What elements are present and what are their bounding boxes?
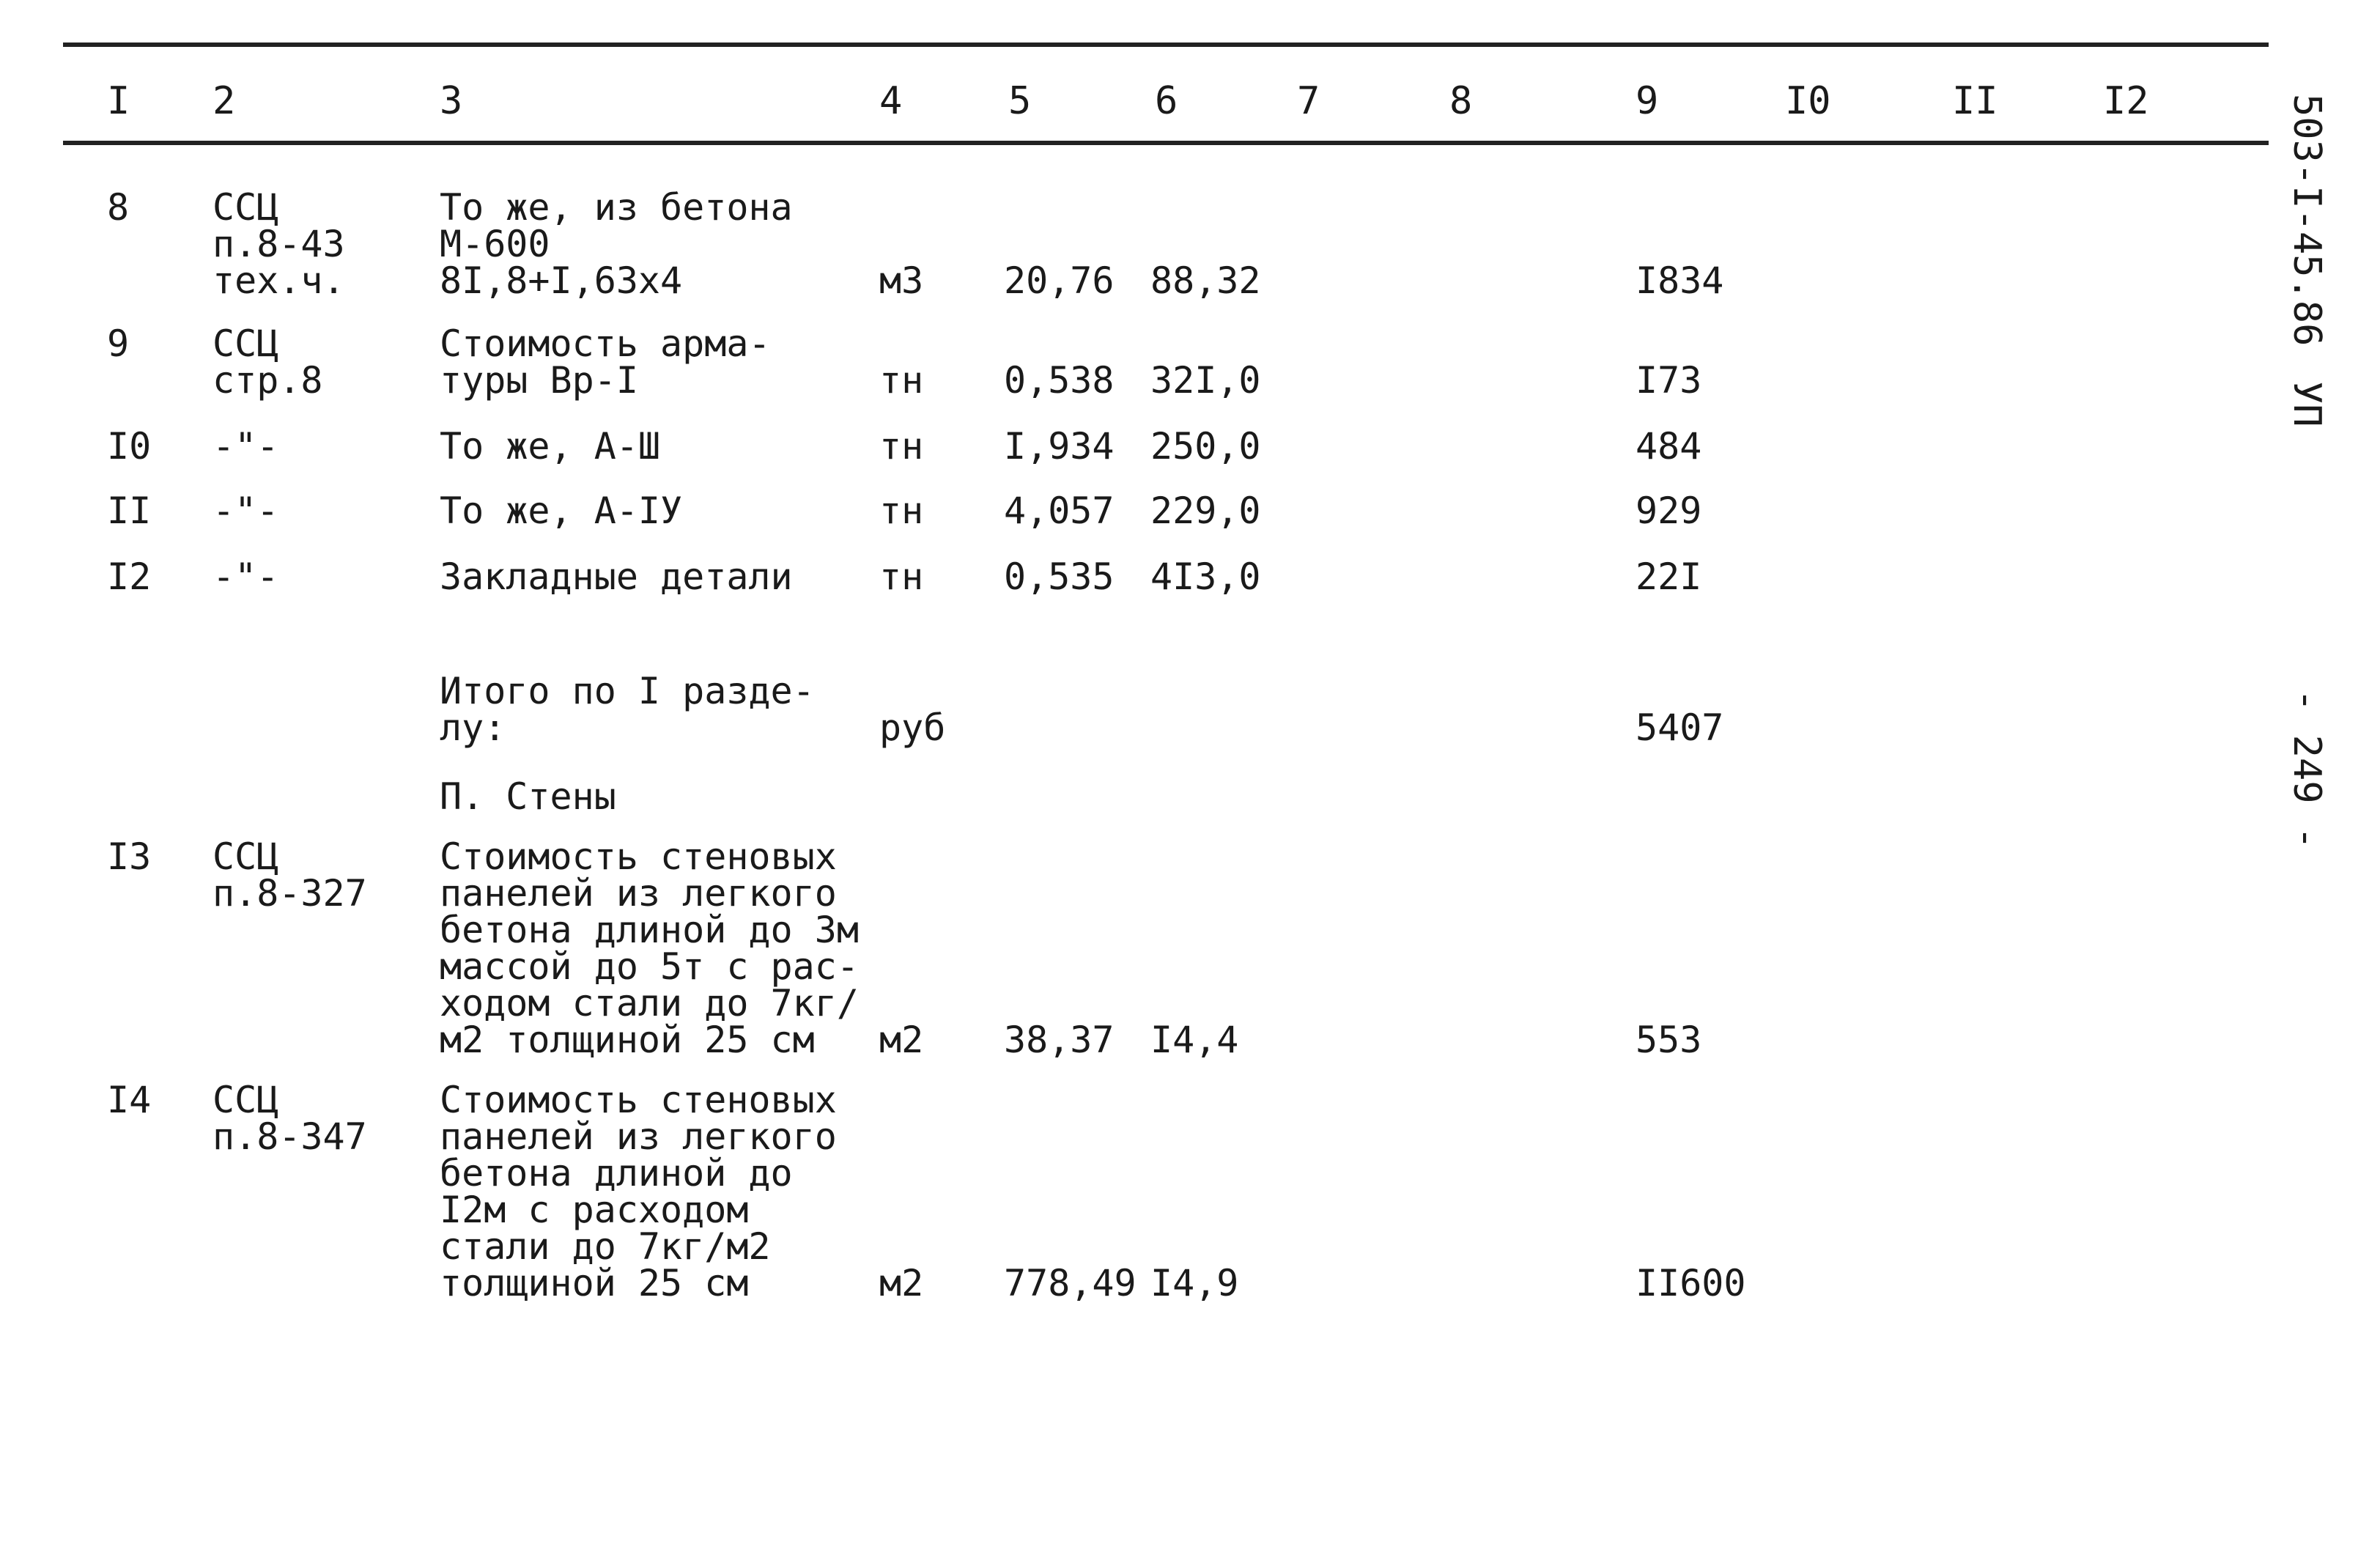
subtotal-unit: руб <box>879 706 946 749</box>
table-row-3-reference: -"- <box>212 425 279 468</box>
table-row-7-unit: м2 <box>879 1262 924 1304</box>
album-number: УП <box>2285 381 2329 427</box>
table-top-rule <box>63 43 2269 47</box>
table-row-7-number: I4 <box>107 1079 152 1121</box>
column-header-7: 7 <box>1297 79 1320 123</box>
table-row-1-total: I834 <box>1636 259 1724 302</box>
column-header-12: I2 <box>2103 79 2149 123</box>
table-row-2-unit-price: 32I,0 <box>1150 359 1261 402</box>
column-header-10: I0 <box>1785 79 1831 123</box>
table-row-4-quantity: 4,057 <box>1004 490 1115 532</box>
table-row-2-number: 9 <box>107 322 130 365</box>
column-header-6: 6 <box>1155 79 1178 123</box>
table-row-4-number: II <box>107 490 152 532</box>
table-row-6-description: Стоимость стеновых панелей из легкого бетона длиной до 3м массой до 5т с рас- ходом стали до 7кг/ м2 толщиной 25 см <box>440 835 859 1061</box>
table-row-7-unit-price: I4,9 <box>1150 1262 1239 1304</box>
table-row-5-total: 22I <box>1636 555 1702 598</box>
table-row-6-unit-price: I4,4 <box>1150 1019 1239 1061</box>
column-header-11: II <box>1952 79 1998 123</box>
table-row-5-number: I2 <box>107 555 152 598</box>
table-row-4-unit-price: 229,0 <box>1150 490 1261 532</box>
table-row-5-unit: тн <box>879 555 924 598</box>
subtotal-value: 5407 <box>1636 706 1724 749</box>
column-header-3: 3 <box>440 79 463 123</box>
table-row-6-quantity: 38,37 <box>1004 1019 1115 1061</box>
table-row-1-unit-price: 88,32 <box>1150 259 1261 302</box>
subtotal-label: Итого по I разде- лу: <box>440 670 815 749</box>
table-row-7-reference: ССЦ п.8-347 <box>212 1079 367 1158</box>
table-row-5-reference: -"- <box>212 555 279 598</box>
table-row-3-unit-price: 250,0 <box>1150 425 1261 468</box>
table-row-6-total: 553 <box>1636 1019 1702 1061</box>
table-row-7-quantity: 778,49 <box>1004 1262 1137 1304</box>
table-row-1-number: 8 <box>107 186 130 229</box>
table-row-4-description: То же, А-IУ <box>440 490 683 532</box>
table-row-4-unit: тн <box>879 490 924 532</box>
table-row-3-description: То же, А-Ш <box>440 425 661 468</box>
table-row-3-number: I0 <box>107 425 152 468</box>
table-row-3-total: 484 <box>1636 425 1702 468</box>
table-row-4-reference: -"- <box>212 490 279 532</box>
header-rule <box>63 141 2269 145</box>
table-row-3-quantity: I,934 <box>1004 425 1115 468</box>
table-row-4-total: 929 <box>1636 490 1702 532</box>
section-heading: П. Стены <box>440 775 616 818</box>
table-row-2-reference: ССЦ стр.8 <box>212 322 323 402</box>
table-row-5-description: Закладные детали <box>440 555 793 598</box>
table-row-5-unit-price: 4I3,0 <box>1150 555 1261 598</box>
table-row-1-reference: ССЦ п.8-43 тех.ч. <box>212 186 345 302</box>
table-row-5-quantity: 0,535 <box>1004 555 1115 598</box>
table-row-1-description: То же, из бетона М-600 8I,8+I,63х4 <box>440 186 793 302</box>
column-header-2: 2 <box>212 79 236 123</box>
table-row-7-total: II600 <box>1636 1262 1746 1304</box>
table-row-1-unit: м3 <box>879 259 924 302</box>
table-row-7-description: Стоимость стеновых панелей из легкого бетона длиной до I2м с расходом стали до 7кг/м2 толщиной 25 см <box>440 1079 837 1304</box>
table-row-1-quantity: 20,76 <box>1004 259 1115 302</box>
table-row-2-total: I73 <box>1636 359 1702 402</box>
column-header-4: 4 <box>879 79 903 123</box>
column-header-9: 9 <box>1636 79 1659 123</box>
column-header-5: 5 <box>1008 79 1032 123</box>
table-row-6-reference: ССЦ п.8-327 <box>212 835 367 915</box>
table-row-6-unit: м2 <box>879 1019 924 1061</box>
column-header-1: I <box>107 79 130 123</box>
table-row-6-number: I3 <box>107 835 152 878</box>
table-row-3-unit: тн <box>879 425 924 468</box>
document-code: 503-I-45.86 <box>2285 94 2329 347</box>
page-number: - 249 - <box>2285 689 2329 850</box>
table-row-2-description: Стоимость арма- туры Вр-I <box>440 322 771 402</box>
column-header-8: 8 <box>1449 79 1473 123</box>
table-row-2-quantity: 0,538 <box>1004 359 1115 402</box>
table-row-2-unit: тн <box>879 359 924 402</box>
